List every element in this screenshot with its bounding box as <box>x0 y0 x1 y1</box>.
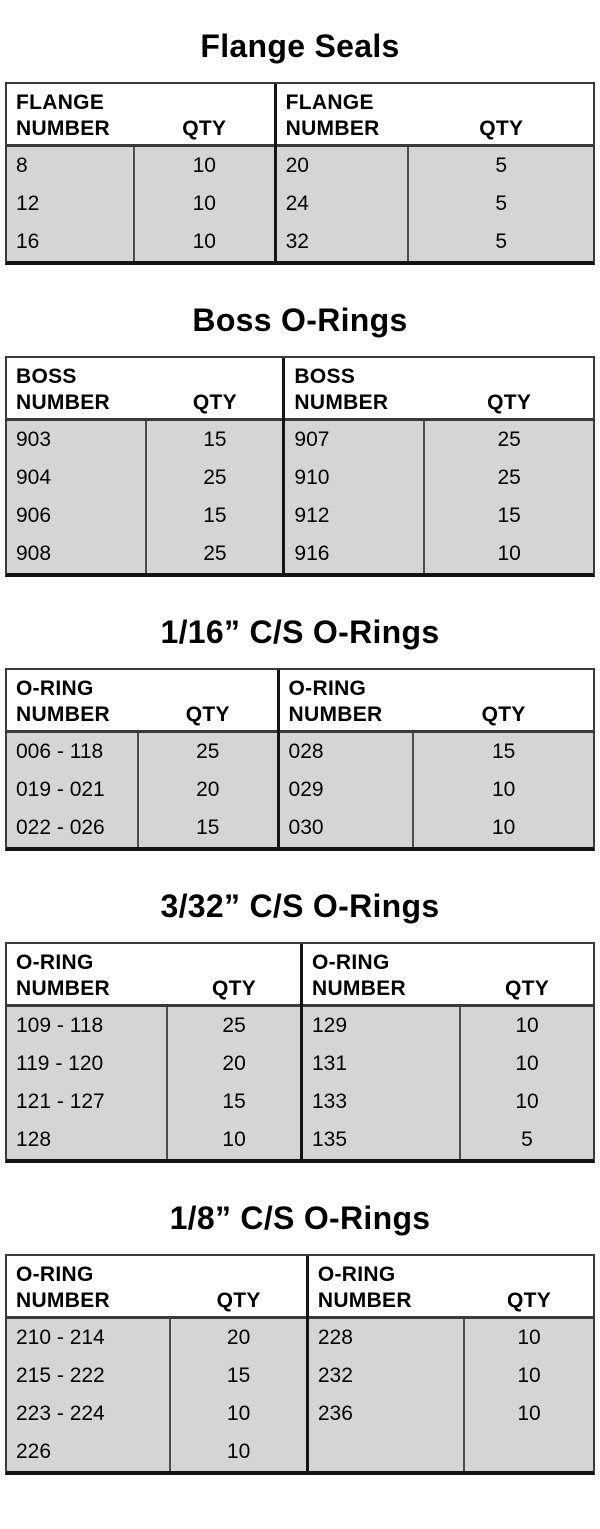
number-column-header <box>7 944 168 1004</box>
number-cell: 903 <box>7 421 147 459</box>
header-line2: NUMBER <box>16 977 110 1000</box>
number-cell: 128 <box>7 1121 168 1159</box>
qty-cell: 10 <box>517 1364 541 1387</box>
number-cell: 12 <box>7 185 135 223</box>
table-row <box>7 1007 300 1045</box>
table-row <box>7 535 282 573</box>
header-line2: NUMBER <box>288 703 383 726</box>
table-header <box>277 84 593 147</box>
qty-cell: 20 <box>196 778 220 801</box>
header-line1: FLANGE <box>16 91 105 114</box>
qty-column-header: QTY <box>481 703 526 726</box>
qty-cell: 15 <box>203 504 227 527</box>
table-row <box>7 147 274 185</box>
header-line1: O-RING <box>288 677 367 700</box>
qty-cell: 25 <box>497 428 521 451</box>
qty-cell: 5 <box>521 1128 533 1151</box>
left-subtable <box>7 84 274 261</box>
number-column-header <box>309 1256 465 1316</box>
number-column-header <box>303 944 461 1004</box>
header-line2: NUMBER <box>16 1289 110 1312</box>
qty-cell: 10 <box>515 1090 539 1113</box>
qty-cell <box>465 1433 593 1471</box>
table-row <box>7 185 274 223</box>
header-line1: O-RING <box>312 951 390 974</box>
table-row <box>277 147 593 185</box>
right-subtable <box>282 358 593 573</box>
table-body <box>7 1007 300 1159</box>
table-row <box>285 497 593 535</box>
3-32-cs-o-rings-title: 3/32” C/S O-Rings <box>160 888 440 924</box>
table-row <box>303 1083 593 1121</box>
qty-cell: 10 <box>517 1402 541 1425</box>
table-body <box>303 1007 593 1159</box>
table-row <box>303 1121 593 1159</box>
number-column-header <box>7 1256 171 1316</box>
qty-column-header: QTY <box>216 1289 261 1312</box>
number-column-header <box>7 670 139 730</box>
number-cell: 109 - 118 <box>7 1007 168 1045</box>
header-line2: NUMBER <box>317 1289 412 1312</box>
table-row <box>7 497 282 535</box>
table-row <box>7 1395 306 1433</box>
number-column-header <box>7 84 135 144</box>
section-flange-seals <box>5 28 595 265</box>
boss-o-rings-table <box>5 356 595 577</box>
number-cell <box>309 1433 465 1471</box>
number-cell: 908 <box>7 535 147 573</box>
qty-cell: 25 <box>222 1014 246 1037</box>
qty-cell: 25 <box>497 466 521 489</box>
number-cell: 022 - 026 <box>7 809 139 847</box>
table-row <box>7 1045 300 1083</box>
table-row <box>280 809 593 847</box>
number-cell: 226 <box>7 1433 171 1471</box>
number-cell: 133 <box>303 1083 461 1121</box>
table-body <box>7 733 277 847</box>
table-header <box>7 670 277 733</box>
header-line1: FLANGE <box>285 91 374 114</box>
table-row <box>7 1357 306 1395</box>
1-16-cs-o-rings-table <box>5 668 595 851</box>
header-line1: BOSS <box>16 365 77 388</box>
table-row <box>303 1045 593 1083</box>
number-cell: 24 <box>277 185 410 223</box>
table-header <box>303 944 593 1007</box>
1-8-cs-o-rings-title: 1/8” C/S O-Rings <box>169 1200 431 1236</box>
table-row <box>7 223 274 261</box>
table-row <box>7 1433 306 1471</box>
number-cell: 232 <box>309 1357 465 1395</box>
qty-column-header: QTY <box>185 703 230 726</box>
table-header <box>7 1256 306 1319</box>
left-subtable <box>7 1256 306 1471</box>
table-header <box>285 358 593 421</box>
qty-cell: 20 <box>226 1326 251 1349</box>
number-column-header <box>285 358 425 418</box>
qty-cell: 10 <box>491 778 516 801</box>
number-cell: 16 <box>7 223 135 261</box>
table-body <box>280 733 593 847</box>
flange-seals-title: Flange Seals <box>200 28 400 64</box>
table-row <box>285 535 593 573</box>
number-cell: 912 <box>285 497 425 535</box>
qty-column-header: QTY <box>504 977 550 1000</box>
table-header <box>280 670 593 733</box>
table-row <box>7 809 277 847</box>
header-line2: NUMBER <box>16 391 110 414</box>
table-body <box>7 1319 306 1471</box>
number-cell: 910 <box>285 459 425 497</box>
number-cell: 028 <box>280 733 415 771</box>
number-cell: 119 - 120 <box>7 1045 168 1083</box>
3-32-cs-o-rings-table <box>5 942 595 1163</box>
number-cell: 029 <box>280 771 415 809</box>
table-body <box>7 421 282 573</box>
number-cell: 32 <box>277 223 410 261</box>
table-body <box>285 421 593 573</box>
left-subtable <box>7 358 282 573</box>
header-line1: O-RING <box>16 677 94 700</box>
section-3-32-cs-o-rings <box>5 888 595 1163</box>
table-row <box>280 771 593 809</box>
qty-cell: 10 <box>515 1014 539 1037</box>
qty-column-header: QTY <box>479 117 524 140</box>
number-cell: 135 <box>303 1121 461 1159</box>
table-header <box>7 358 282 421</box>
table-header <box>309 1256 593 1319</box>
qty-cell: 10 <box>192 230 216 253</box>
number-cell: 121 - 127 <box>7 1083 168 1121</box>
qty-cell: 25 <box>203 542 227 565</box>
table-row <box>7 1319 306 1357</box>
qty-cell: 15 <box>196 816 220 839</box>
table-row <box>7 1121 300 1159</box>
number-cell: 20 <box>277 147 410 185</box>
qty-cell: 10 <box>226 1402 251 1425</box>
header-line1: O-RING <box>16 951 94 974</box>
number-cell: 228 <box>309 1319 465 1357</box>
number-cell: 131 <box>303 1045 461 1083</box>
table-row <box>309 1433 593 1471</box>
qty-cell: 15 <box>497 504 521 527</box>
table-row <box>7 733 277 771</box>
qty-cell: 15 <box>222 1090 246 1113</box>
table-header <box>7 944 300 1007</box>
right-subtable <box>306 1256 593 1471</box>
table-row <box>7 771 277 809</box>
number-cell: 223 - 224 <box>7 1395 171 1433</box>
qty-column-header: QTY <box>192 391 237 414</box>
qty-cell: 10 <box>192 154 216 177</box>
qty-cell: 15 <box>491 740 516 763</box>
flange-seals-table <box>5 82 595 265</box>
table-row <box>309 1319 593 1357</box>
header-line2: NUMBER <box>294 391 389 414</box>
table-row <box>277 223 593 261</box>
number-cell: 030 <box>280 809 415 847</box>
table-row <box>7 421 282 459</box>
section-1-16-cs-o-rings <box>5 614 595 851</box>
qty-cell: 15 <box>226 1364 251 1387</box>
number-cell: 907 <box>285 421 425 459</box>
table-row <box>277 185 593 223</box>
header-line2: NUMBER <box>312 977 406 1000</box>
header-line2: NUMBER <box>16 703 110 726</box>
table-row <box>309 1395 593 1433</box>
number-cell: 906 <box>7 497 147 535</box>
right-subtable <box>277 670 593 847</box>
qty-cell: 10 <box>497 542 521 565</box>
qty-column-header: QTY <box>182 117 227 140</box>
qty-cell: 20 <box>222 1052 246 1075</box>
right-subtable <box>300 944 593 1159</box>
number-column-header <box>7 358 147 418</box>
left-subtable <box>7 670 277 847</box>
header-line2: NUMBER <box>285 117 380 140</box>
section-1-8-cs-o-rings <box>5 1200 595 1475</box>
number-cell: 215 - 222 <box>7 1357 171 1395</box>
right-subtable <box>274 84 593 261</box>
table-row <box>303 1007 593 1045</box>
qty-cell: 5 <box>495 192 508 215</box>
header-line1: O-RING <box>317 1263 396 1286</box>
number-cell: 210 - 214 <box>7 1319 171 1357</box>
qty-cell: 10 <box>192 192 216 215</box>
qty-cell: 10 <box>491 816 516 839</box>
qty-cell: 10 <box>515 1052 539 1075</box>
number-cell: 236 <box>309 1395 465 1433</box>
1-8-cs-o-rings-table <box>5 1254 595 1475</box>
header-line1: BOSS <box>294 365 356 388</box>
table-row <box>7 1083 300 1121</box>
table-row <box>285 421 593 459</box>
header-line2: NUMBER <box>16 117 110 140</box>
table-row <box>280 733 593 771</box>
number-cell: 904 <box>7 459 147 497</box>
number-cell: 129 <box>303 1007 461 1045</box>
number-column-header <box>280 670 415 730</box>
qty-cell: 5 <box>495 230 508 253</box>
number-column-header <box>277 84 410 144</box>
qty-cell: 10 <box>517 1326 541 1349</box>
number-cell: 916 <box>285 535 425 573</box>
table-body <box>309 1319 593 1471</box>
number-cell: 006 - 118 <box>7 733 139 771</box>
qty-cell: 10 <box>222 1128 246 1151</box>
left-subtable <box>7 944 300 1159</box>
table-row <box>309 1357 593 1395</box>
table-row <box>285 459 593 497</box>
table-body <box>7 147 274 261</box>
boss-o-rings-title: Boss O-Rings <box>192 302 408 338</box>
qty-column-header: QTY <box>487 391 532 414</box>
number-cell: 8 <box>7 147 135 185</box>
qty-column-header: QTY <box>212 977 257 1000</box>
qty-cell: 5 <box>495 154 508 177</box>
qty-cell: 25 <box>203 466 227 489</box>
1-16-cs-o-rings-title: 1/16” C/S O-Rings <box>160 614 440 650</box>
qty-cell: 10 <box>226 1440 251 1463</box>
table-body <box>277 147 593 261</box>
header-line1: O-RING <box>16 1263 94 1286</box>
number-cell: 019 - 021 <box>7 771 139 809</box>
table-row <box>7 459 282 497</box>
table-header <box>7 84 274 147</box>
section-boss-o-rings <box>5 302 595 577</box>
qty-cell: 25 <box>196 740 220 763</box>
qty-column-header: QTY <box>507 1289 552 1312</box>
qty-cell: 15 <box>203 428 227 451</box>
